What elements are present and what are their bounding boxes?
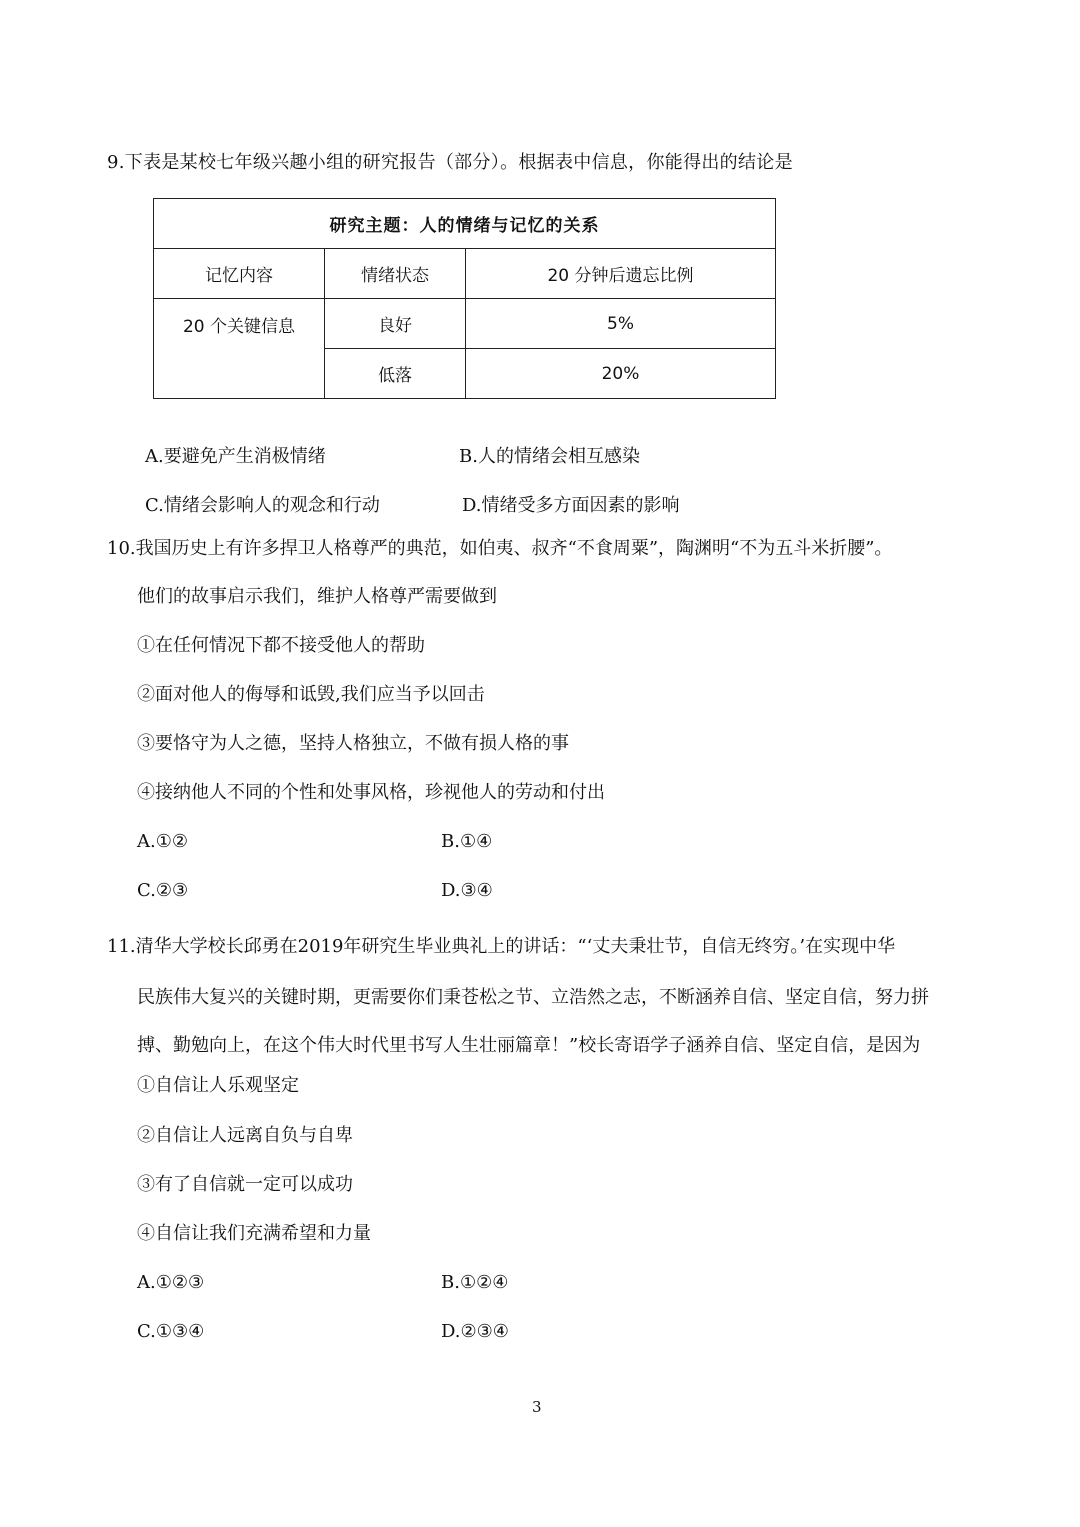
q10-option-c: C.②③	[137, 880, 189, 901]
table-header-state: 情绪状态	[325, 249, 466, 299]
q11-stem-line3: 搏、勤勉向上，在这个伟大时代里书写人生壮丽篇章！”校长寄语学子涵养自信、坚定自信，是因为	[137, 1035, 921, 1056]
q11-option-a: A.①②③	[137, 1272, 205, 1293]
q11-stem-line2: 民族伟大复兴的关键时期，更需要你们秉苍松之节、立浩然之志，不断涵养自信、坚定自信，努力拼	[137, 987, 929, 1008]
table-title: 研究主题：人的情绪与记忆的关系	[154, 199, 776, 249]
q10-option-b: B.①④	[441, 831, 493, 852]
q9-option-d: D.情绪受多方面因素的影响	[462, 495, 680, 516]
table-cell-ratio: 5%	[466, 299, 776, 349]
q11-option-d: D.②③④	[441, 1321, 509, 1342]
table-cell-ratio: 20%	[466, 349, 776, 399]
q10-stem-line1: 10.我国历史上有许多捍卫人格尊严的典范，如伯夷、叔齐“不食周粟”，陶渊明“不为五斗米折腰”。	[107, 538, 893, 559]
table-cell-content: 20 个关键信息	[154, 299, 325, 399]
q11-statement-2: ②自信让人远离自负与自卑	[137, 1125, 353, 1146]
q10-stem-line2: 他们的故事启示我们，维护人格尊严需要做到	[137, 586, 497, 607]
q10-option-a: A.①②	[137, 831, 188, 852]
q10-statement-2: ②面对他人的侮辱和诋毁,我们应当予以回击	[137, 684, 485, 705]
q11-statement-3: ③有了自信就一定可以成功	[137, 1174, 353, 1195]
table-header-ratio: 20 分钟后遗忘比例	[466, 249, 776, 299]
q10-statement-1: ①在任何情况下都不接受他人的帮助	[137, 635, 425, 656]
q9-stem: 9.下表是某校七年级兴趣小组的研究报告（部分）。根据表中信息，你能得出的结论是	[107, 152, 793, 173]
q10-option-d: D.③④	[441, 880, 493, 901]
table-cell-state: 低落	[325, 349, 466, 399]
q11-statement-4: ④自信让我们充满希望和力量	[137, 1223, 371, 1244]
q9-option-b: B.人的情绪会相互感染	[459, 446, 640, 467]
q11-stem-line1: 11.清华大学校长邱勇在2019年研究生毕业典礼上的讲话：“‘丈夫秉壮节，自信无终穷。’在实现中华	[107, 936, 896, 957]
page-number: 3	[532, 1398, 542, 1416]
q10-statement-4: ④接纳他人不同的个性和处事风格，珍视他人的劳动和付出	[137, 782, 605, 803]
table-cell-state: 良好	[325, 299, 466, 349]
q11-option-b: B.①②④	[441, 1272, 509, 1293]
q11-statement-1: ①自信让人乐观坚定	[137, 1075, 299, 1096]
research-table	[153, 198, 776, 399]
q10-statement-3: ③要恪守为人之德，坚持人格独立，不做有损人格的事	[137, 733, 569, 754]
q11-option-c: C.①③④	[137, 1321, 205, 1342]
q9-option-c: C.情绪会影响人的观念和行动	[145, 495, 380, 516]
table-header-content: 记忆内容	[154, 249, 325, 299]
q9-option-a: A.要避免产生消极情绪	[145, 446, 326, 467]
